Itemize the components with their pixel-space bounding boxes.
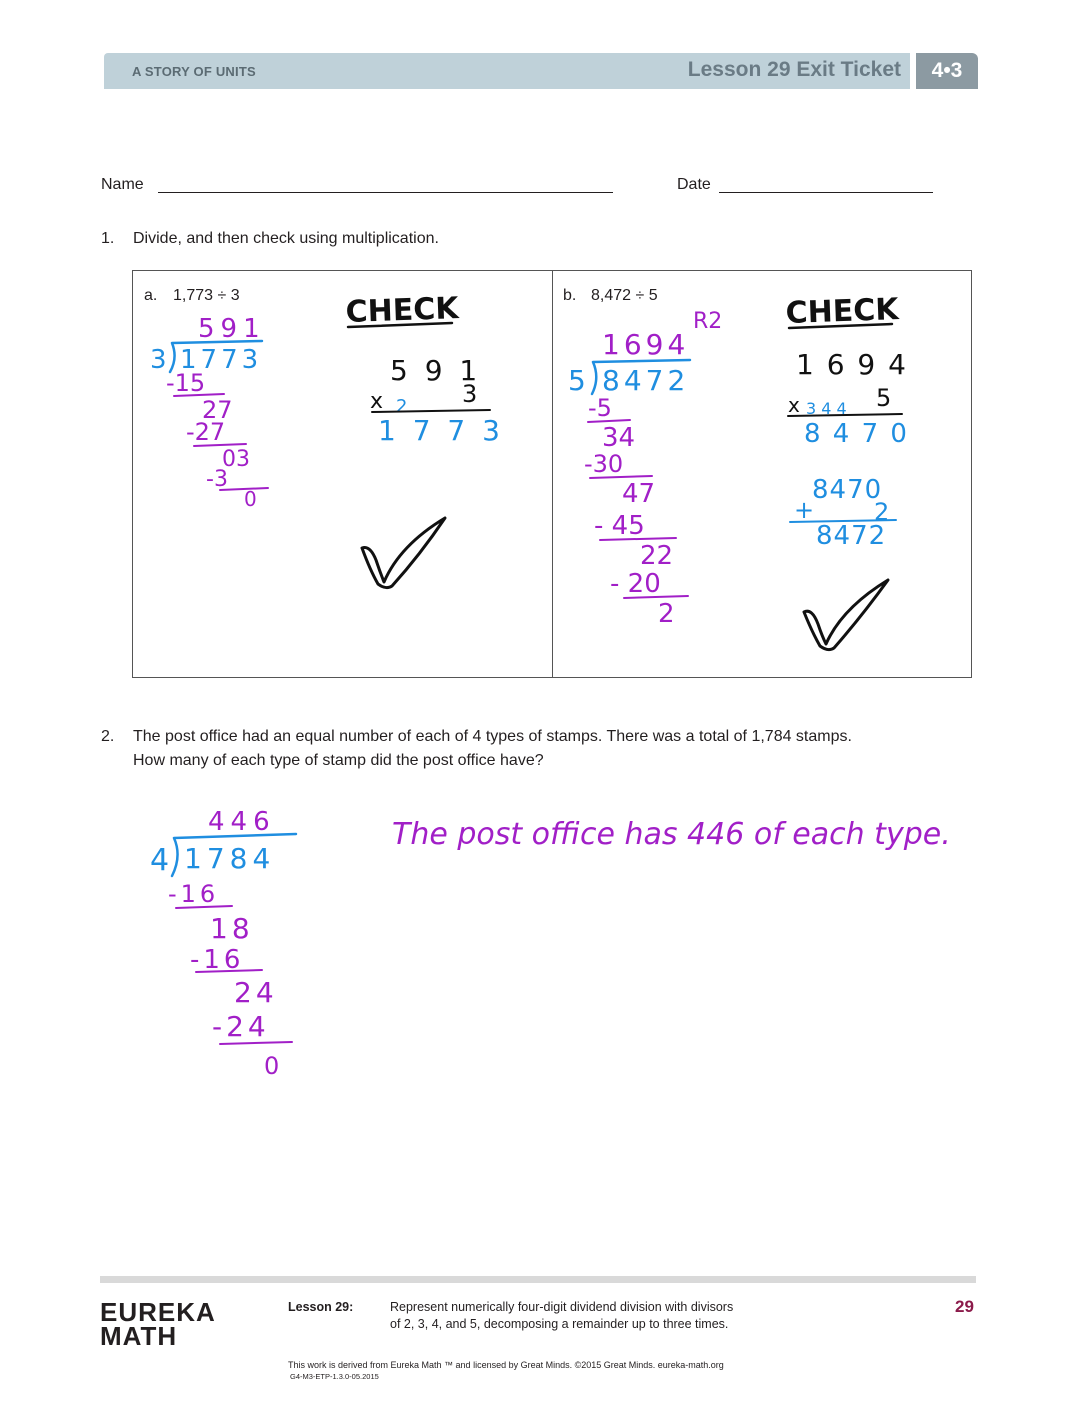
problem2-line1: The post office had an equal number of each of 4 types of stamps. There was a total of 1,784 stamps. [133, 728, 852, 745]
part-a-times: x [370, 389, 384, 414]
part-b-factor1: 1 6 9 4 [796, 348, 908, 381]
lesson-title: Lesson 29 Exit Ticket [687, 58, 901, 81]
part-a-product: 1 7 7 3 [378, 414, 504, 447]
page-number: 29 [955, 1297, 974, 1316]
logo-line-1: EUREKA [100, 1297, 216, 1327]
part-b-add-bottom: 2 [874, 498, 890, 526]
footer-lesson-label: Lesson 29: [288, 1300, 354, 1314]
part-b-dividend: 8472 [602, 364, 690, 397]
part-b-step-7: - 20 [610, 569, 661, 599]
problem2-step-6: 0 [264, 1052, 280, 1080]
part-b-label: b. [563, 287, 577, 304]
part-b-step-8: 2 [658, 599, 675, 629]
module-badge: 4•3 [916, 53, 978, 89]
part-b-checkmark-icon [804, 580, 888, 650]
part-a-label: a. [144, 287, 158, 304]
part-b-factor2: 5 [876, 384, 892, 412]
problem2-divisor: 4 [150, 843, 170, 878]
part-b-plus: + [794, 496, 815, 524]
part-a-quotient: 591 [198, 314, 266, 344]
part-b-step-2: 34 [602, 423, 636, 453]
part-a-carry: 2 [396, 396, 408, 417]
problem2-step-1: -16 [168, 880, 220, 908]
part-a-step-2: 27 [202, 396, 233, 424]
part-b-times: x [788, 393, 800, 417]
eureka-math-logo [100, 1297, 216, 1351]
problem1-prompt: Divide, and then check using multiplication. [133, 230, 439, 247]
logo-line-2: MATH [100, 1321, 178, 1351]
problem2-answer: The post office has 446 of each type. [392, 817, 951, 852]
problem2-step-4: 24 [234, 976, 278, 1009]
part-b-step-1: -5 [588, 394, 612, 422]
part-a-expression: 1,773 ÷ 3 [173, 287, 240, 304]
series-label: A STORY OF UNITS [132, 64, 256, 79]
part-a-step-5: -3 [206, 467, 228, 492]
part-b-quotient: 1694 [602, 328, 690, 361]
part-a-step-3: -27 [186, 418, 226, 446]
problem2-step-5: -24 [212, 1010, 270, 1043]
part-b-step-4: 47 [622, 479, 656, 509]
part-a-step-4: 03 [222, 447, 250, 472]
document-code: G4-M3-ETP-1.3.0-05.2015 [290, 1372, 379, 1381]
part-b-carries: 3 4 4 [806, 399, 847, 418]
part-b-step-5: - 45 [594, 511, 645, 541]
license-text: This work is derived from Eureka Math ™ and licensed by Great Minds. ©2015 Great Minds. eureka-math.org [288, 1360, 724, 1370]
part-b-expression: 8,472 ÷ 5 [591, 287, 658, 304]
part-b-sum: 8472 [816, 521, 887, 551]
part-a-step-6: 0 [244, 487, 257, 511]
problem2-step-2: 18 [210, 912, 254, 945]
part-a-dividend: 1773 [180, 345, 263, 375]
footer-rule [100, 1276, 976, 1283]
part-a-step-1: -15 [166, 369, 206, 397]
name-label: Name [101, 176, 144, 193]
part-a-checkmark-icon [362, 518, 445, 588]
part-b-divisor: 5 [568, 364, 586, 397]
problem2-number: 2. [101, 728, 115, 745]
part-a-check-label: CHECK [345, 291, 460, 330]
problem1-number: 1. [101, 230, 115, 247]
problem2-quotient: 446 [208, 807, 276, 837]
part-b-step-6: 22 [640, 541, 674, 571]
problem2-line2: How many of each type of stamp did the post office have? [133, 752, 544, 769]
part-b-add-top: 8470 [812, 475, 883, 505]
problem2-dividend: 1784 [184, 842, 276, 875]
part-a-factor1: 5 9 1 [390, 354, 482, 387]
footer-lesson-desc-1: Represent numerically four-digit dividend division with divisors [390, 1300, 734, 1314]
part-b-product: 8 4 7 0 [804, 419, 909, 449]
footer-lesson-desc-2: of 2, 3, 4, and 5, decomposing a remainder up to three times. [390, 1317, 729, 1331]
part-b-remainder: R2 [693, 309, 723, 334]
date-label: Date [677, 176, 711, 193]
part-a-factor2: 3 [462, 380, 478, 408]
problem2-step-3: -16 [190, 945, 245, 975]
part-b-step-3: -30 [584, 450, 624, 478]
part-a-divisor: 3 [150, 345, 167, 375]
part-b-check-label: CHECK [785, 292, 900, 331]
